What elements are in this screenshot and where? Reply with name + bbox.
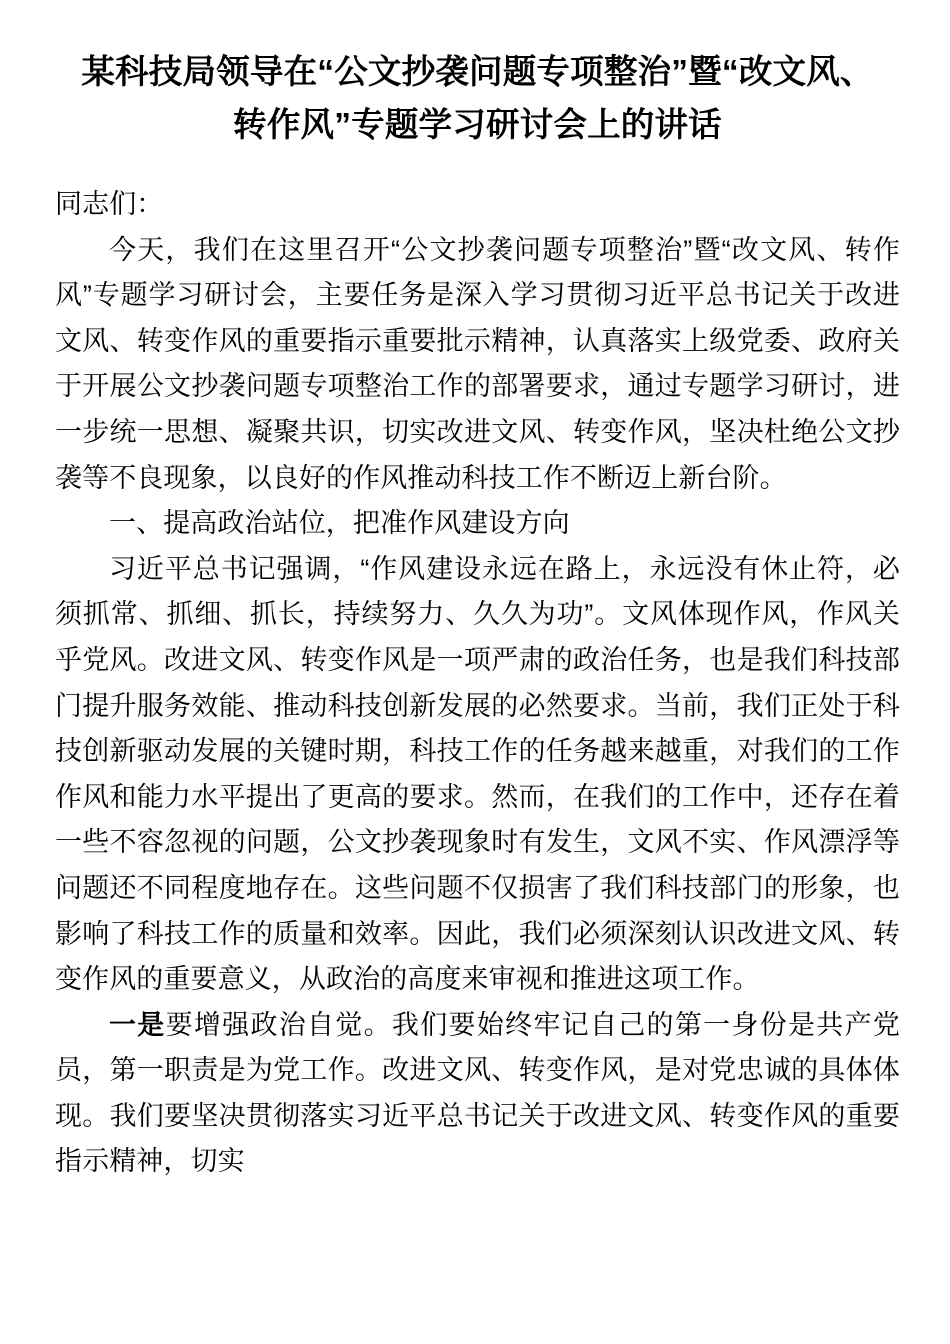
point-1-text: 要增强政治自觉。我们要始终牢记自己的第一身份是共产党员，第一职责是为党工作。改进文风、转变作风，是对党忠诚的具体体现。我们要坚决贯彻落实习近平总书记关于改进文风、转变作风的重要指示精神，切实 bbox=[55, 1009, 900, 1177]
point-1-lead-label: 一是 bbox=[109, 1009, 166, 1040]
page-title: 某科技局领导在“公文抄袭问题专项整治”暨“改文风、转作风”专题学习研讨会上的讲话 bbox=[81, 54, 874, 144]
paragraph-section-1-body: 习近平总书记强调，“作风建设永远在路上，永远没有休止符，必须抓常、抓细、抓长，持续努力、久久为功”。文风体现作风，作风关乎党风。改进文风、转变作风是一项严肃的政治任务，也是我们科技部门提升服务效能、推动科技创新发展的必然要求。当前，我们正处于科技创新驱动发展的关键时期，科技工作的任务越来越重，对我们的工作作风和能力水平提出了更高的要求。然而，在我们的工作中，还存在着一些不容忽视的问题，公文抄袭现象时有发生，文风不实、作风漂浮等问题还不同程度地存在。这些问题不仅损害了我们科技部门的形象，也影响了科技工作的质量和效率。因此，我们必须深刻认识改进文风、转变作风的重要意义，从政治的高度来审视和推进这项工作。 bbox=[55, 553, 900, 995]
salutation: 同志们： bbox=[55, 189, 164, 219]
document-body bbox=[55, 182, 900, 1185]
paragraph-point-1 bbox=[55, 1003, 900, 1185]
page-content-area bbox=[55, 0, 900, 1185]
section-heading-1: 一、提高政治站位，把准作风建设方向 bbox=[109, 508, 570, 539]
paragraph-opening: 今天，我们在这里召开“公文抄袭问题专项整治”暨“改文风、转作风”专题学习研讨会，主要任务是深入学习贯彻习近平总书记关于改进文风、转变作风的重要指示重要批示精神，认真落实上级党委、政府关于开展公文抄袭问题专项整治工作的部署要求，通过专题学习研讨，进一步统一思想、凝聚共识，切实改进文风、转变作风，坚决杜绝公文抄袭等不良现象，以良好的作风推动科技工作不断迈上新台阶。 bbox=[55, 234, 900, 493]
